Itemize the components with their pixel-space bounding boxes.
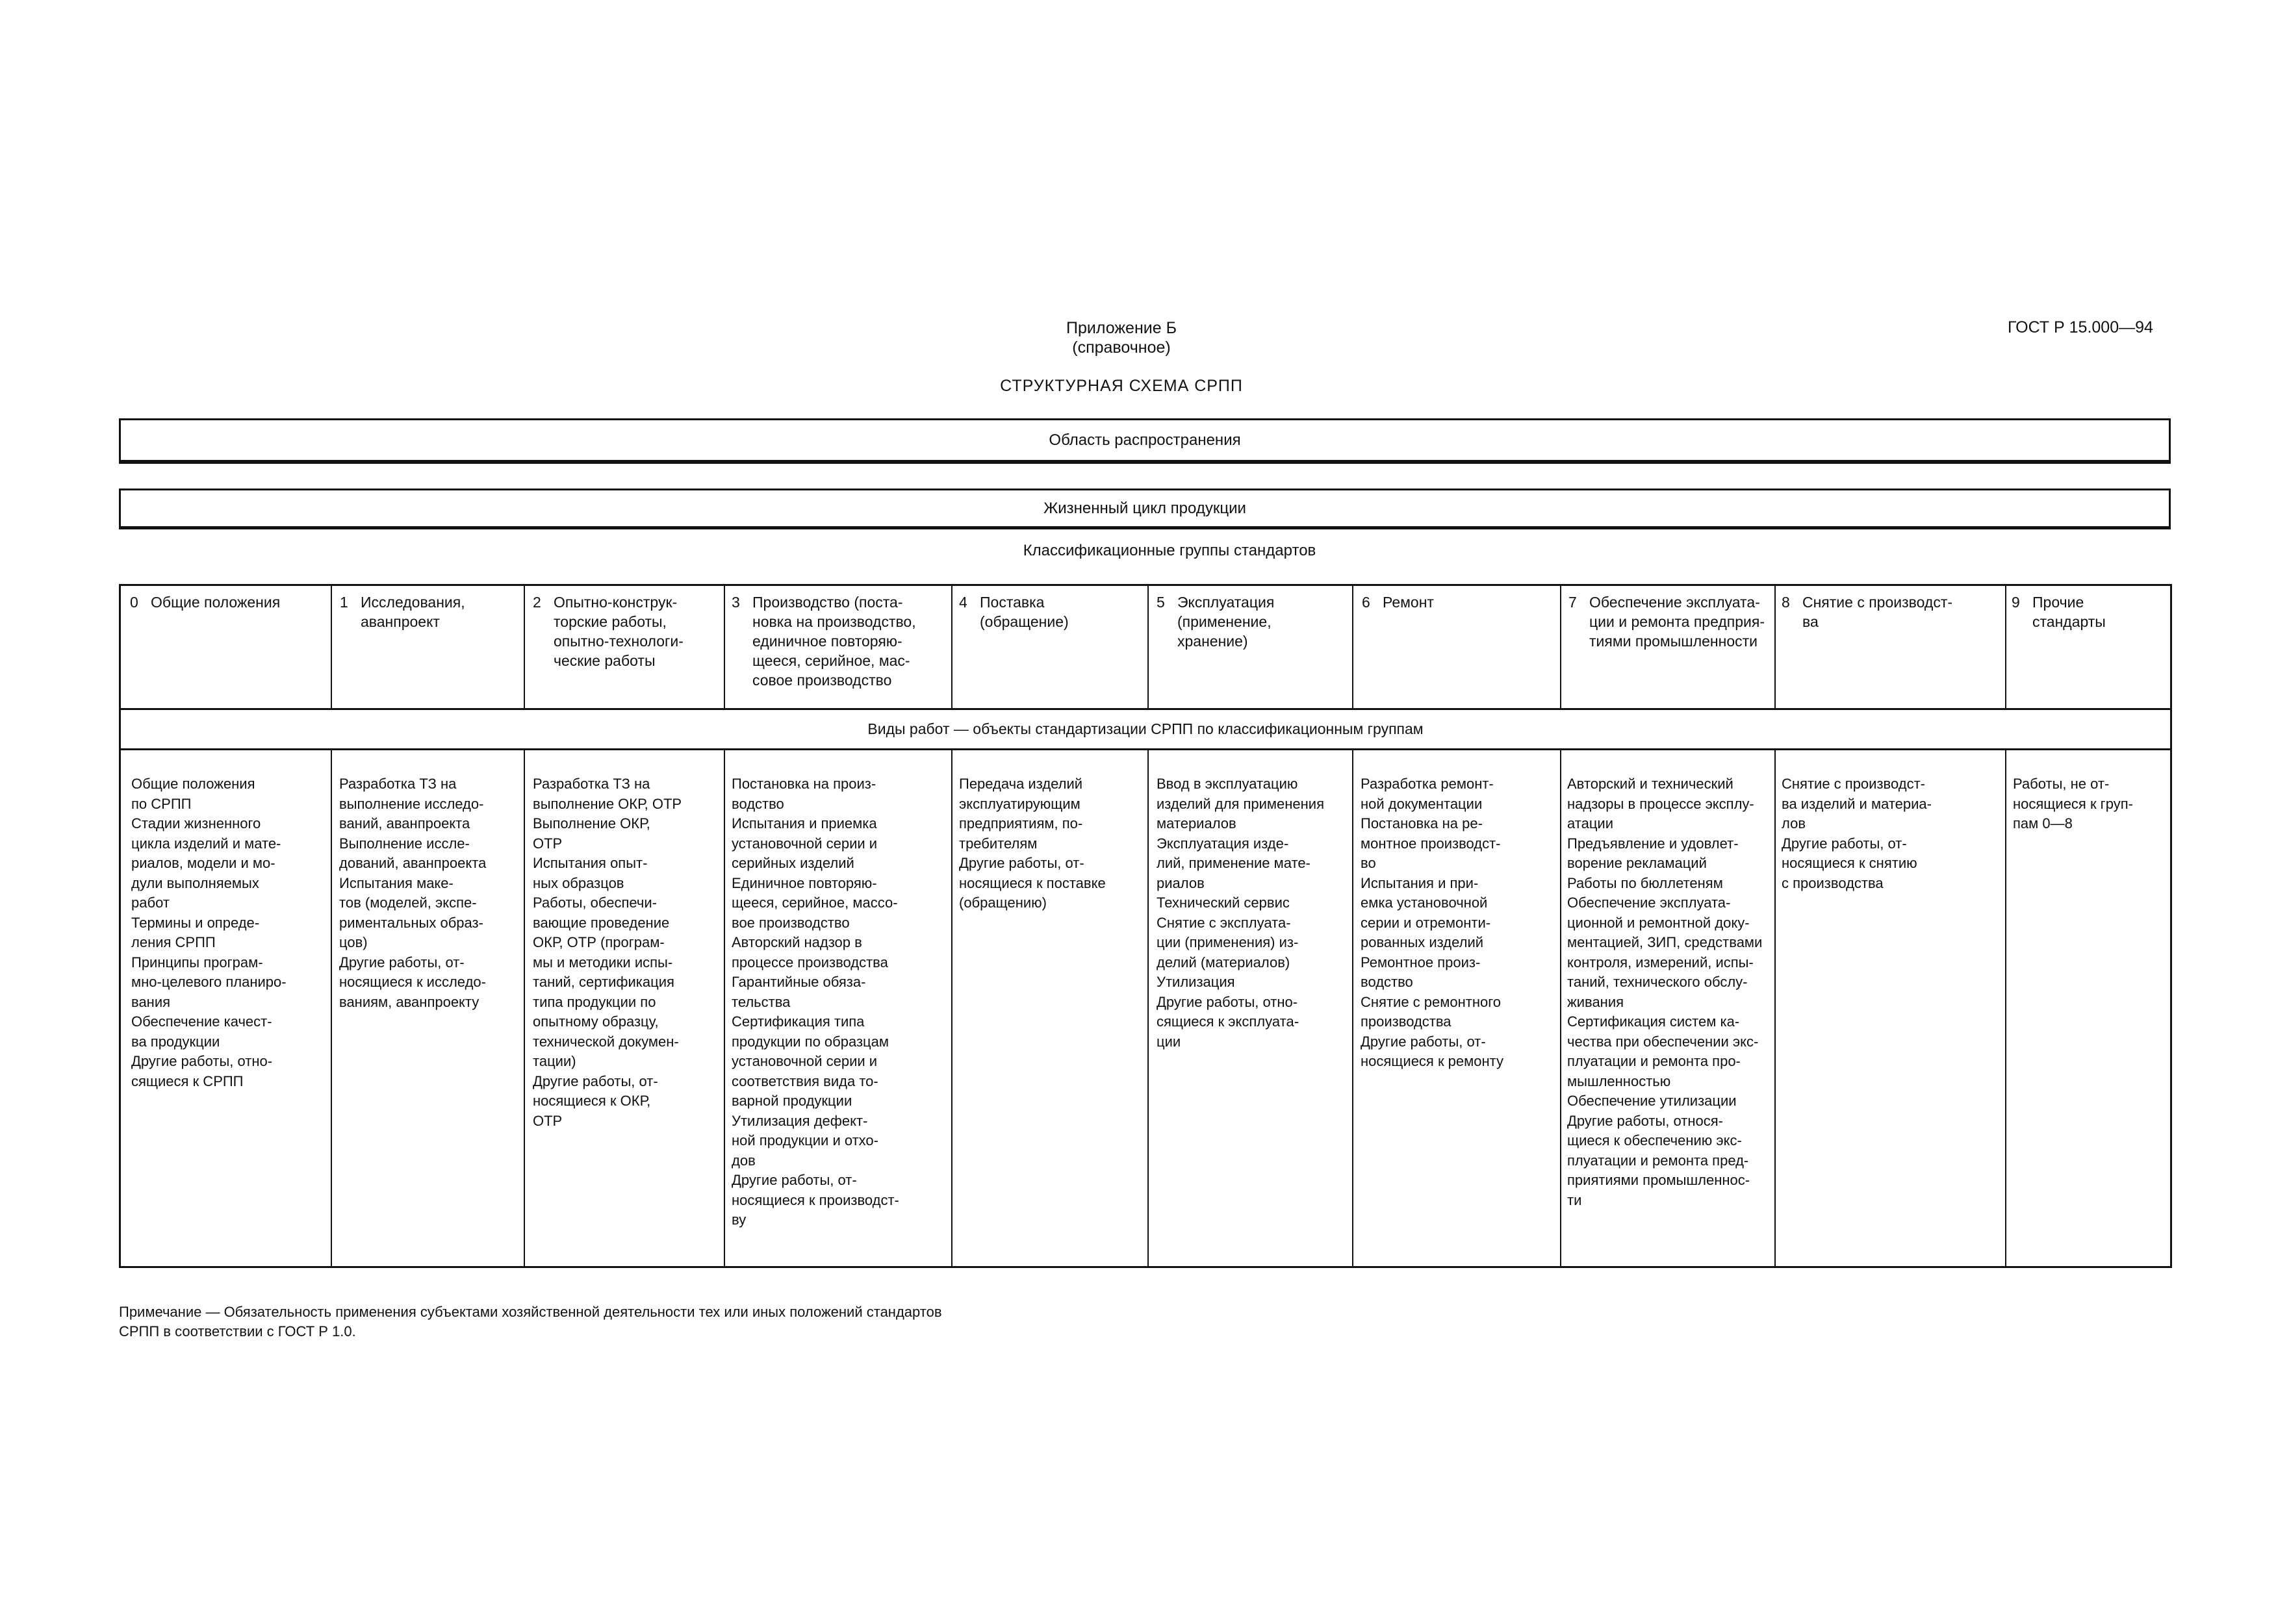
col-divider: [1352, 748, 1353, 1266]
col-divider: [2005, 586, 2006, 709]
group-title: Прочие стандарты: [2032, 594, 2106, 630]
scope-label: Область распространения: [1049, 431, 1241, 449]
work-cell-9: Работы, не от- носящиеся к груп- пам 0—8: [2013, 776, 2133, 831]
work-cell-2: Разработка ТЗ на выполнение ОКР, ОТР Выполнение ОКР, ОТР Испытания опыт- ных образцов Работы, обеспечи- вающие проведение ОКР, ОТР (програм- мы и методики испы- таний, сертификация типа продукции по опытному образцу, технической докумен- тации) Другие работы, от- носящиеся к ОКР, ОТР: [533, 776, 682, 1129]
work-cell-4: Передача изделий эксплуатирующим предприятиям, по- требителям Другие работы, от- носящиеся к поставке (обращению): [959, 776, 1106, 911]
group-number: 2: [533, 594, 541, 611]
group-title: Производство (поста- новка на производство, единичное повторяю- щееся, серийное, мас- совое производство: [752, 594, 916, 689]
group-number: 4: [959, 594, 967, 611]
col-divider: [951, 748, 953, 1266]
col-divider: [524, 748, 525, 1266]
group-number: 3: [732, 594, 740, 611]
col-divider: [2005, 748, 2006, 1266]
lifecycle-box: [119, 488, 2171, 529]
work-cell-8: Снятие с производст- ва изделий и материа- лов Другие работы, от- носящиеся к снятию с производства: [1782, 776, 1932, 891]
group-number: 8: [1782, 594, 1790, 611]
document-id: ГОСТ Р 15.000—94: [2008, 318, 2153, 336]
group-title: Обеспечение эксплуата- ции и ремонта предприя- тиями промышленности: [1589, 594, 1765, 650]
col-divider: [951, 586, 953, 709]
group-header-6: [1362, 592, 1557, 612]
group-header-3: [732, 592, 950, 690]
group-header-8: [1782, 592, 2001, 631]
group-header-2: [533, 592, 720, 670]
work-cell-6: Разработка ремонт- ной документации Постановка на ре- монтное производст- во Испытания и при- емка установочной серии и отремонти- рованных изделий Ремонтное произ- водство Снятие с ремонтного производства Другие работы, от- носящиеся к ремонту: [1361, 776, 1503, 1069]
group-number: 6: [1362, 594, 1370, 611]
col-divider: [1352, 586, 1353, 709]
col-divider: [331, 748, 332, 1266]
appendix-label: Приложение Б: [1066, 319, 1177, 337]
group-header-9: [2012, 592, 2168, 631]
group-number: 5: [1157, 594, 1165, 611]
row-divider: [121, 748, 2170, 750]
group-header-5: [1157, 592, 1348, 651]
work-cell-0: Общие положения по СРПП Стадии жизненного цикла изделий и мате- риалов, модели и мо- дули выполняемых работ Термины и опреде- ления СРПП Принципы програм- мно-целевого планиро- вания Обеспечение качест- ва продукции Другие работы, отно- сящиеся к СРПП: [131, 776, 287, 1089]
col-divider: [1560, 586, 1561, 709]
worktypes-label: Виды работ — объекты стандартизации СРПП по классификационным группам: [867, 720, 1424, 737]
group-title: Эксплуатация (применение, хранение): [1177, 594, 1275, 650]
col-divider: [724, 586, 725, 709]
worktypes-row: [121, 709, 2170, 748]
group-number: 0: [130, 594, 138, 611]
group-number: 1: [340, 594, 348, 611]
appendix-heading: [978, 318, 1264, 357]
group-header-4: [959, 592, 1144, 631]
work-cell-1: Разработка ТЗ на выполнение исследо- ваний, аванпроекта Выполнение иссле- дований, аванпроекта Испытания маке- тов (моделей, экспе- риментальных образ- цов) Другие работы, от- носящиеся к исследо- ваниям, аванпроекту: [339, 776, 487, 1010]
col-divider: [1147, 748, 1149, 1266]
group-number: 7: [1568, 594, 1577, 611]
scope-box: [119, 418, 2171, 464]
appendix-type: (справочное): [1072, 338, 1171, 357]
col-divider: [524, 586, 525, 709]
group-header-0: [130, 592, 325, 612]
lifecycle-label: Жизненный цикл продукции: [1043, 499, 1246, 517]
group-title: Общие положения: [151, 594, 281, 611]
col-divider: [1774, 586, 1776, 709]
col-divider: [331, 586, 332, 709]
group-title: Исследования, аванпроект: [361, 594, 465, 630]
work-cell-7: Авторский и технический надзоры в процессе эксплу- атации Предъявление и удовлет- ворение рекламаций Работы по бюллетеням Обеспечение эксплуата- ционной и ремонтной доку- ментацией, ЗИП, средствами контроля, измерений, испы- таний, технического обслу- живания Сертификация систем ка- чества при обеспечении экс- плуатации и ремонта про- мышленностью Обеспечение утилизации Другие работы, относя- щиеся к обеспечению экс- плуатации и ремонта пред- приятиями промышленнос- ти: [1567, 776, 1763, 1208]
col-divider: [1147, 586, 1149, 709]
classification-table: [119, 584, 2172, 1268]
work-cell-5: Ввод в эксплуатацию изделий для применения материалов Эксплуатация изде- лий, применение мате- риалов Технический сервис Снятие с эксплуата- ции (применения) из- делий (материалов) Утилизация Другие работы, отно- сящиеся к эксплуата- ции: [1157, 776, 1324, 1050]
group-header-7: [1568, 592, 1771, 651]
footnote: Примечание — Обязательность применения субъектами хозяйственной деятельности тех или иных положений стандартов СРПП в соответствии с ГОСТ Р 1.0.: [119, 1304, 942, 1339]
col-divider: [1774, 748, 1776, 1266]
group-title: Снятие с производст- ва: [1802, 594, 1953, 630]
group-number: 9: [2012, 594, 2020, 611]
groups-caption: Классификационные группы стандартов: [1023, 542, 1316, 559]
group-title: Опытно-конструк- торские работы, опытно-технологи- ческие работы: [554, 594, 684, 669]
page-title: СТРУКТУРНАЯ СХЕМА СРПП: [1000, 377, 1243, 395]
group-title: Поставка (обращение): [980, 594, 1069, 630]
group-header-1: [340, 592, 519, 631]
work-cell-3: Постановка на произ- водство Испытания и приемка установочной серии и серийных изделий Единичное повторяю- щееся, серийное, массо- вое производство Авторский надзор в процессе производства Гарантийные обяза- тельства Сертификация типа продукции по образцам установочной серии и соответствия вида то- варной продукции Утилизация дефект- ной продукции и отхо- дов Другие работы, от- носящиеся к производст- ву: [732, 776, 899, 1228]
group-title: Ремонт: [1383, 594, 1434, 611]
col-divider: [724, 748, 725, 1266]
col-divider: [1560, 748, 1561, 1266]
